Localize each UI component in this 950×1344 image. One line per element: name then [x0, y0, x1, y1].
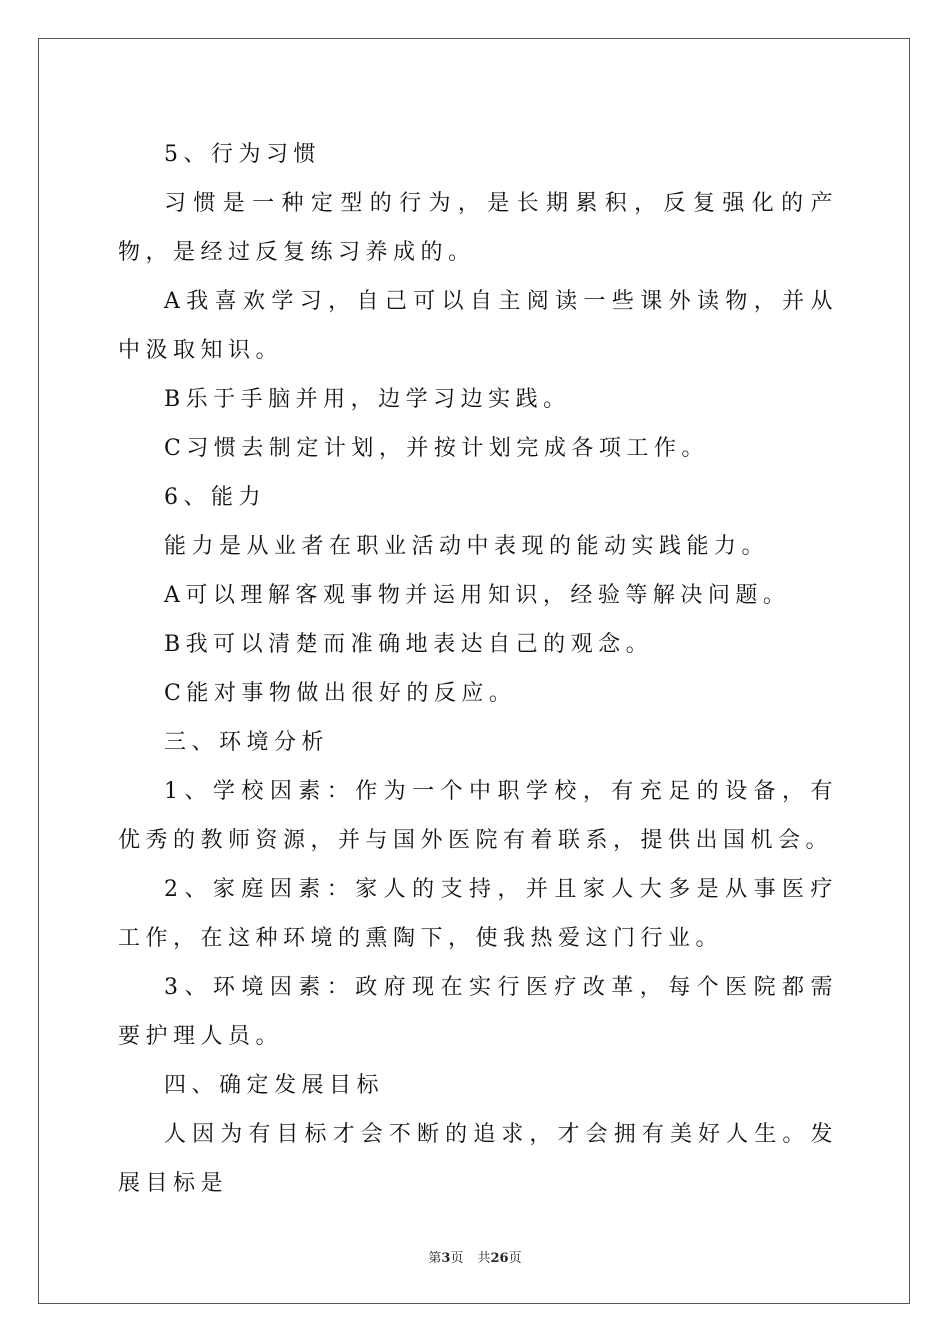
heading-development-goals: 四、确定发展目标 — [164, 1073, 385, 1098]
paragraph-environment-factors: 3、环境因素：政府现在实行医疗改革，每个医院都需要护理人员。 — [118, 975, 838, 1049]
list-item-ability-b: B我可以清楚而准确地表达自己的观念。 — [164, 632, 654, 657]
paragraph-habit-definition: 习惯是一种定型的行为，是长期累积，反复强化的产物，是经过反复练习养成的。 — [118, 191, 838, 265]
list-item-habit-a: A我喜欢学习，自己可以自主阅读一些课外读物，并从中汲取知识。 — [118, 289, 838, 363]
page-footer — [0, 1247, 950, 1266]
heading-behavior-habits: 5、行为习惯 — [164, 142, 321, 167]
paragraph-ability-definition: 能力是从业者在职业活动中表现的能动实践能力。 — [164, 534, 770, 559]
footer-page-number: 3 — [441, 1251, 451, 1266]
footer-total-pages: 26 — [490, 1251, 509, 1266]
paragraph-family-factors: 2、家庭因素：家人的支持，并且家人大多是从事医疗工作，在这种环境的熏陶下，使我热爱这门行业。 — [118, 877, 838, 951]
list-item-ability-c: C能对事物做出很好的反应。 — [164, 681, 517, 706]
heading-environment-analysis: 三、环境分析 — [164, 730, 330, 755]
list-item-ability-a: A可以理解客观事物并运用知识，经验等解决问题。 — [164, 583, 791, 608]
footer-page-prefix: 第 — [428, 1251, 442, 1266]
footer-total-suffix: 页 — [508, 1251, 522, 1266]
list-item-habit-c: C习惯去制定计划，并按计划完成各项工作。 — [164, 436, 709, 461]
paragraph-goals-intro: 人因为有目标才会不断的追求，才会拥有美好人生。发展目标是 — [118, 1122, 838, 1196]
heading-ability: 6、能力 — [164, 485, 266, 510]
document-body — [118, 130, 838, 1208]
list-item-habit-b: B乐于手脑并用，边学习边实践。 — [164, 387, 571, 412]
paragraph-school-factors: 1、学校因素：作为一个中职学校，有充足的设备，有优秀的教师资源，并与国外医院有着联系，提供出国机会。 — [118, 779, 838, 853]
footer-page-suffix: 页 — [450, 1251, 464, 1266]
footer-total-prefix: 共 — [477, 1251, 491, 1266]
